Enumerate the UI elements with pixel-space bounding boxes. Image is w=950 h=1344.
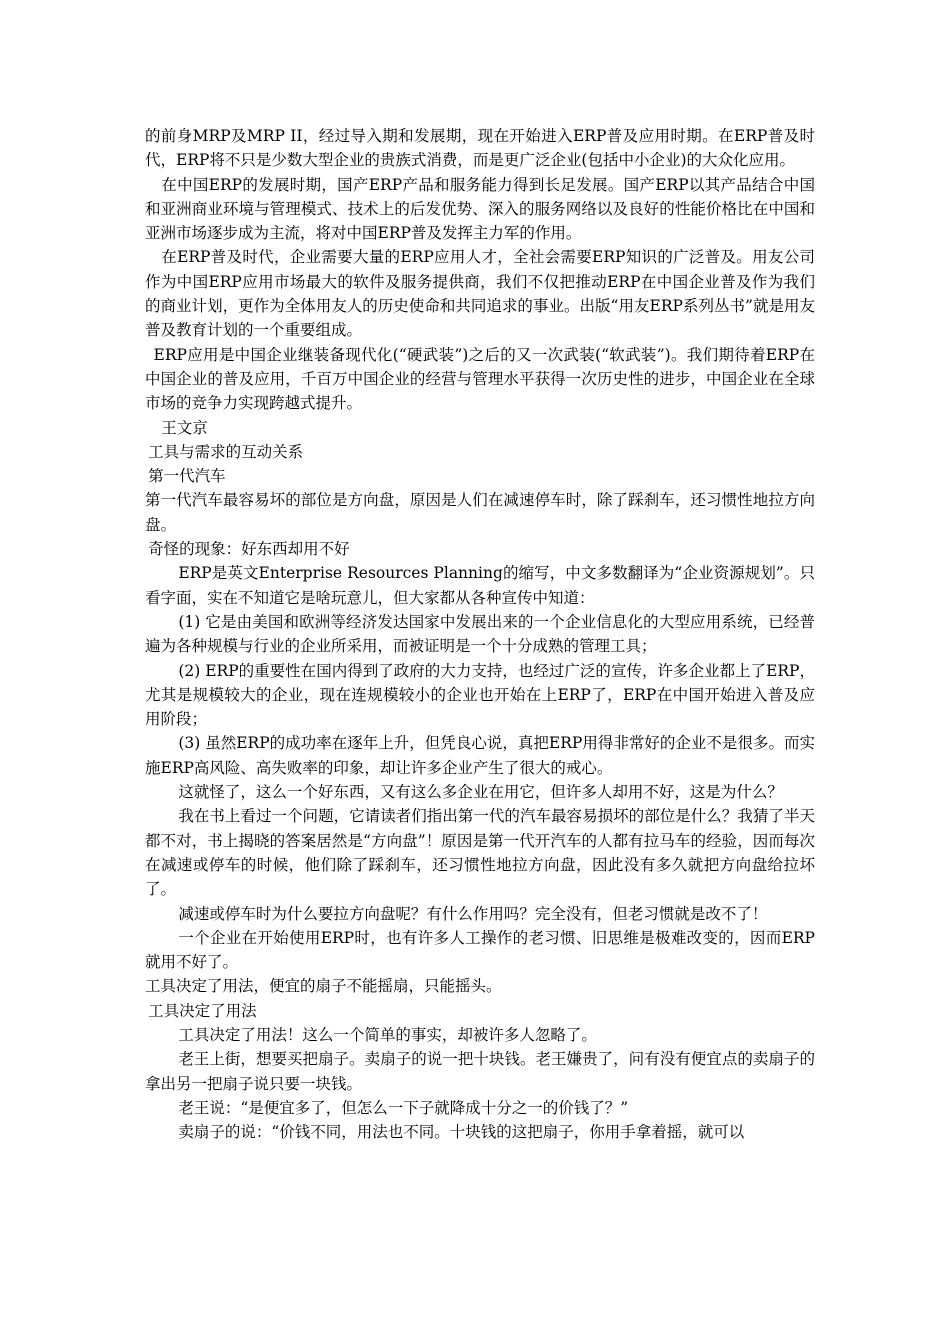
document-page xyxy=(145,124,815,1144)
paragraph-steering-wheel-summary: 第一代汽车最容易坏的部位是方向盘，原因是人们在减速停车时，除了踩刹车，还习惯性地拉方向盘。 xyxy=(145,491,815,534)
section-heading-strange-phenomenon: 奇怪的现象：好东西却用不好 xyxy=(148,540,350,559)
paragraph-erp-history: 的前身MRP及MRP II，经过导入期和发展期，现在开始进入ERP普及应用时期。在ERP普及时代，ERP将不只是少数大型企业的贵族式消费，而是更广泛企业(包括中小企业)的大众化应用。 xyxy=(145,127,815,170)
paragraph-enterprise-habit: 一个企业在开始使用ERP时，也有许多人工操作的老习惯、旧思维是极难改变的，因而ERP就用不好了。 xyxy=(145,928,815,972)
paragraph-simple-fact: 工具决定了用法！这么一个简单的事实，却被许多人忽略了。 xyxy=(178,1025,597,1044)
paragraph-talent-needs: 在ERP普及时代，企业需要大量的ERP应用人才，全社会需要ERP知识的广泛普及。用友公司作为中国ERP应用市场最大的软件及服务提供商，我们不仅把推动ERP在中国企业普及作为我们的商业计划，更作为全体用友人的历史使命和共同追求的事业。出版“用友ERP系列丛书”就是用友普及教育计划的一个重要组成。 xyxy=(145,248,815,340)
section-heading-tools-demand: 工具与需求的互动关系 xyxy=(148,442,304,461)
author-signature: 王文京 xyxy=(161,418,208,437)
paragraph-seller-says: 卖扇子的说：“价钱不同，用法也不同。十块钱的这把扇子，你用手拿着摇，就可以 xyxy=(178,1123,745,1142)
paragraph-buy-fan: 老王上街，想要买把扇子。卖扇子的说一把十块钱。老王嫌贵了，问有没有便宜点的卖扇子的拿出另一把扇子说只要一块钱。 xyxy=(145,1050,815,1093)
paragraph-why-question: 这就怪了，这么一个好东西，又有这么多企业在用它，但许多人却用不好，这是为什么？ xyxy=(178,783,783,802)
list-item-2: (2) ERP的重要性在国内得到了政府的大力支持，也经过广泛的宣传，许多企业都上了ERP，尤其是规模较大的企业，现在连规模较小的企业也开始在上ERP了，ERP在中国开始进入普及应用阶段； xyxy=(145,661,815,729)
list-item-3: (3) 虽然ERP的成功率在逐年上升，但凭良心说，真把ERP用得非常好的企业不是很多。而实施ERP高风险、高失败率的印象，却让许多企业产生了很大的戒心。 xyxy=(145,734,815,777)
paragraph-lao-wang-says: 老王说：“是便宜多了，但怎么一下子就降成十分之一的价钱了？” xyxy=(178,1098,629,1117)
section-heading-first-car: 第一代汽车 xyxy=(148,467,226,486)
paragraph-erp-definition: ERP是英文Enterprise Resources Planning的缩写，中文多数翻译为“企业资源规划”。只看字面，实在不知道它是啥玩意儿，但大家都从各种宣传中知道： xyxy=(145,564,815,607)
paragraph-old-habit: 减速或停车时为什么要拉方向盘呢？有什么作用吗？完全没有，但老习惯就是改不了！ xyxy=(178,904,768,923)
paragraph-fan-summary: 工具决定了用法，便宜的扇子不能摇扇，只能摇头。 xyxy=(145,977,502,996)
paragraph-domestic-erp: 在中国ERP的发展时期，国产ERP产品和服务能力得到长足发展。国产ERP以其产品结合中国和亚洲商业环境与管理模式、技术上的后发优势、深入的服务网络以及良好的性能价格比在中国和亚洲市场逐步成为主流，将对中国ERP普及发挥主力军的作用。 xyxy=(145,175,815,243)
paragraph-soft-armament: ERP应用是中国企业继装备现代化(“硬武装”)之后的又一次武装(“软武装”)。我们期待着ERP在中国企业的普及应用，千百万中国企业的经营与管理水平获得一次历史性的进步，中国企业在全球市场的竞争力实现跨越式提升。 xyxy=(145,345,815,413)
paragraph-book-story: 我在书上看过一个问题，它请读者们指出第一代的汽车最容易损坏的部位是什么？我猜了半天都不对，书上揭晓的答案居然是“方向盘”！原因是第一代开汽车的人都有拉马车的经验，因而每次在减速或停车的时候，他们除了踩刹车，还习惯性地拉方向盘，因此没有多久就把方向盘给拉坏了。 xyxy=(145,807,815,899)
section-heading-tools-decide-usage: 工具决定了用法 xyxy=(148,1001,257,1020)
list-item-1: (1) 它是由美国和欧洲等经济发达国家中发展出来的一个企业信息化的大型应用系统，已经普遍为各种规模与行业的企业所采用，而被证明是一个十分成熟的管理工具； xyxy=(145,612,815,656)
